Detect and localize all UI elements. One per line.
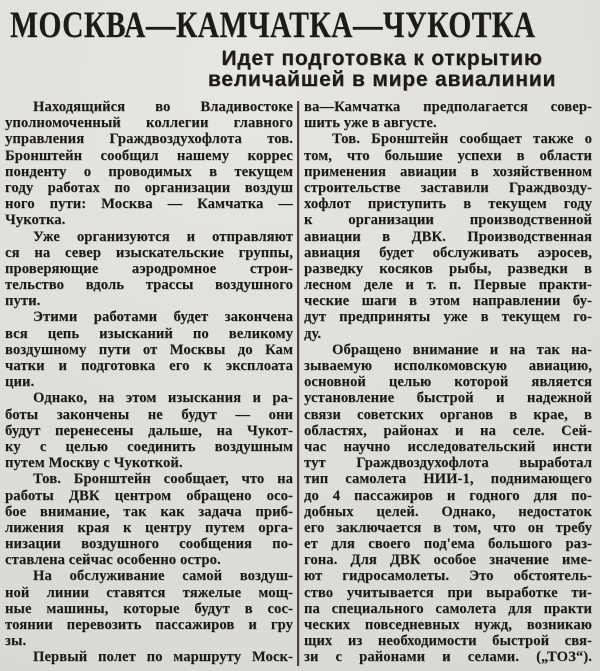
text-line: Тов. Бронштейн сообщает, что на: [33, 471, 293, 488]
text-line: ся на север изыскательские группы,: [5, 244, 293, 261]
paragraph: [5, 568, 293, 649]
paragraph: [304, 342, 592, 666]
text-line: воздушному пути от Москвы до Кам: [5, 341, 293, 358]
text-line: гона. Для ДВК особое значение име-: [304, 552, 592, 569]
article-title: МОСКВА—КАМЧАТКА—ЧУКОТКА: [10, 5, 536, 46]
text-line: лижения края к центру путем орга-: [5, 519, 293, 536]
text-line: управления Граждвоздухофлота тов.: [5, 131, 293, 148]
text-line: ку с целью соединить воздушным: [5, 438, 293, 455]
text-line: разведку косяков рыбы, разведки в: [304, 260, 592, 277]
paragraph: [304, 99, 592, 131]
text-line: зываемую исполкомовскую авиацию,: [304, 358, 592, 374]
text-line: чатки и подготовка его к эксплоата: [5, 358, 293, 374]
text-line: ют гидросамолеты. Это обстоятель-: [304, 568, 592, 585]
article-column-right: [304, 99, 592, 666]
text-line: боты закончены не будут — они: [5, 406, 293, 423]
text-line: час научно исследовательский инсти: [304, 438, 592, 455]
paragraph: [5, 390, 293, 471]
text-line: зы.: [5, 633, 27, 650]
paragraph: [5, 649, 293, 665]
text-line: областях, районах и на селе. Сей-: [304, 422, 592, 439]
text-line: вся цепь изысканий по великому: [5, 325, 293, 342]
text-line: ду.: [304, 325, 322, 342]
text-line: шить уже в августе.: [304, 115, 437, 132]
text-line: хофлот приступить в текущем году: [304, 196, 592, 213]
paragraph: [5, 309, 293, 390]
text-line: пути.: [5, 293, 41, 310]
text-line: тоянии перевозить пассажиров и гру: [5, 617, 293, 633]
text-line: тип самолета НИИ-1, поднимающего: [304, 471, 592, 488]
text-line: будут перенесены дальше, на Чукот-: [5, 422, 293, 439]
text-line: понденту о проводимых в текущем: [5, 163, 293, 180]
text-line: ет для своего под'ема большого раз-: [304, 536, 592, 553]
text-line: работы ДВК центром обращено осо-: [5, 487, 293, 504]
article-body: [5, 99, 592, 666]
text-line: ные машины, которые будут в сос-: [5, 600, 293, 617]
column-divider: [297, 101, 299, 666]
text-line: установление быстрой и надежной: [304, 390, 592, 407]
text-line: ческих повседневных нужд, возникаю: [304, 617, 592, 633]
text-line: проверяющие аэродромное строи-: [5, 260, 293, 277]
text-line: зи с районами и селами. („ТОЗ“).: [304, 649, 592, 666]
text-line: щих из необходимости быстрой свя-: [304, 633, 592, 650]
text-line: году работах по организации воздуш: [5, 179, 293, 196]
article-column-left: [5, 99, 293, 666]
text-line: авиация будет обслуживать аэросев,: [304, 244, 592, 261]
text-line: добных целей. Однако, недостаток: [304, 503, 592, 520]
text-line: до 4 пассажиров и годного для по-: [304, 487, 592, 504]
text-line: бое внимание, так как задача приб-: [5, 503, 293, 520]
paragraph: [5, 471, 293, 568]
text-line: авиации в ДВК. Производственная: [304, 228, 592, 245]
text-line: строительстве заставили Граждвозду-: [304, 179, 592, 196]
text-line: связи советских органов в крае, в: [304, 406, 592, 423]
text-line: па специального самолета для практи: [304, 600, 592, 617]
text-line: ции.: [5, 374, 35, 391]
text-line: уполномоченный коллегии главного: [5, 115, 293, 132]
text-line: ной линии ставятся тяжелые мощ-: [5, 584, 293, 601]
text-line: Находящийся во Владивостоке: [33, 99, 293, 115]
text-line: к организации производственной: [304, 212, 592, 229]
text-line: ство учитывается при выработке ти-: [304, 584, 592, 601]
text-line: ставлена сейчас особенно остро.: [5, 552, 221, 569]
text-line: тельство вдоль трассы воздушного: [5, 277, 293, 294]
text-line: Первый полет по маршруту Моск-: [33, 649, 293, 666]
text-line: ного пути: Москва — Камчатка —: [5, 196, 293, 213]
text-line: Однако, на этом изыскания и ра-: [33, 390, 293, 407]
subtitle-line-1: Идет подготовка к открытию: [221, 47, 543, 70]
text-line: низации воздушного сообщения по-: [5, 536, 293, 553]
paragraph: [5, 99, 293, 229]
text-line: том, что большие успехи в области: [304, 147, 592, 164]
text-line: ческие шаги в этом направлении бу-: [304, 293, 592, 310]
text-line: тут Граждвоздухофлота выработал: [304, 455, 592, 472]
text-line: Чукотка.: [5, 212, 66, 229]
paragraph: [304, 131, 592, 341]
text-line: Бронштейн сообщил нашему коррес: [5, 147, 293, 164]
subtitle-line-2: величайшей в мире авиалинии: [207, 68, 557, 91]
text-line: Уже организуются и отправляют: [33, 228, 293, 245]
text-line: ва—Камчатка предполагается совер-: [304, 99, 592, 115]
text-line: дут предприняты уже в текущем го-: [304, 309, 592, 326]
text-line: На обслуживание самой воздуш-: [33, 568, 293, 585]
text-line: применения авиации в хозяйственном: [304, 163, 592, 180]
text-line: Тов. Бронштейн сообщает также о: [332, 131, 592, 148]
text-line: основной целью которой является: [304, 374, 592, 391]
paragraph: [5, 229, 293, 310]
text-line: Этими работами будет закончена: [33, 309, 293, 326]
text-line: путем Москву с Чукоткой.: [5, 455, 183, 472]
text-line: его заключается в том, что он требу: [304, 519, 592, 536]
article-subtitle: [152, 48, 600, 90]
text-line: Обращено внимание и на так на-: [332, 341, 592, 358]
text-line: лесном деле и т. п. Первые практи-: [304, 277, 592, 294]
